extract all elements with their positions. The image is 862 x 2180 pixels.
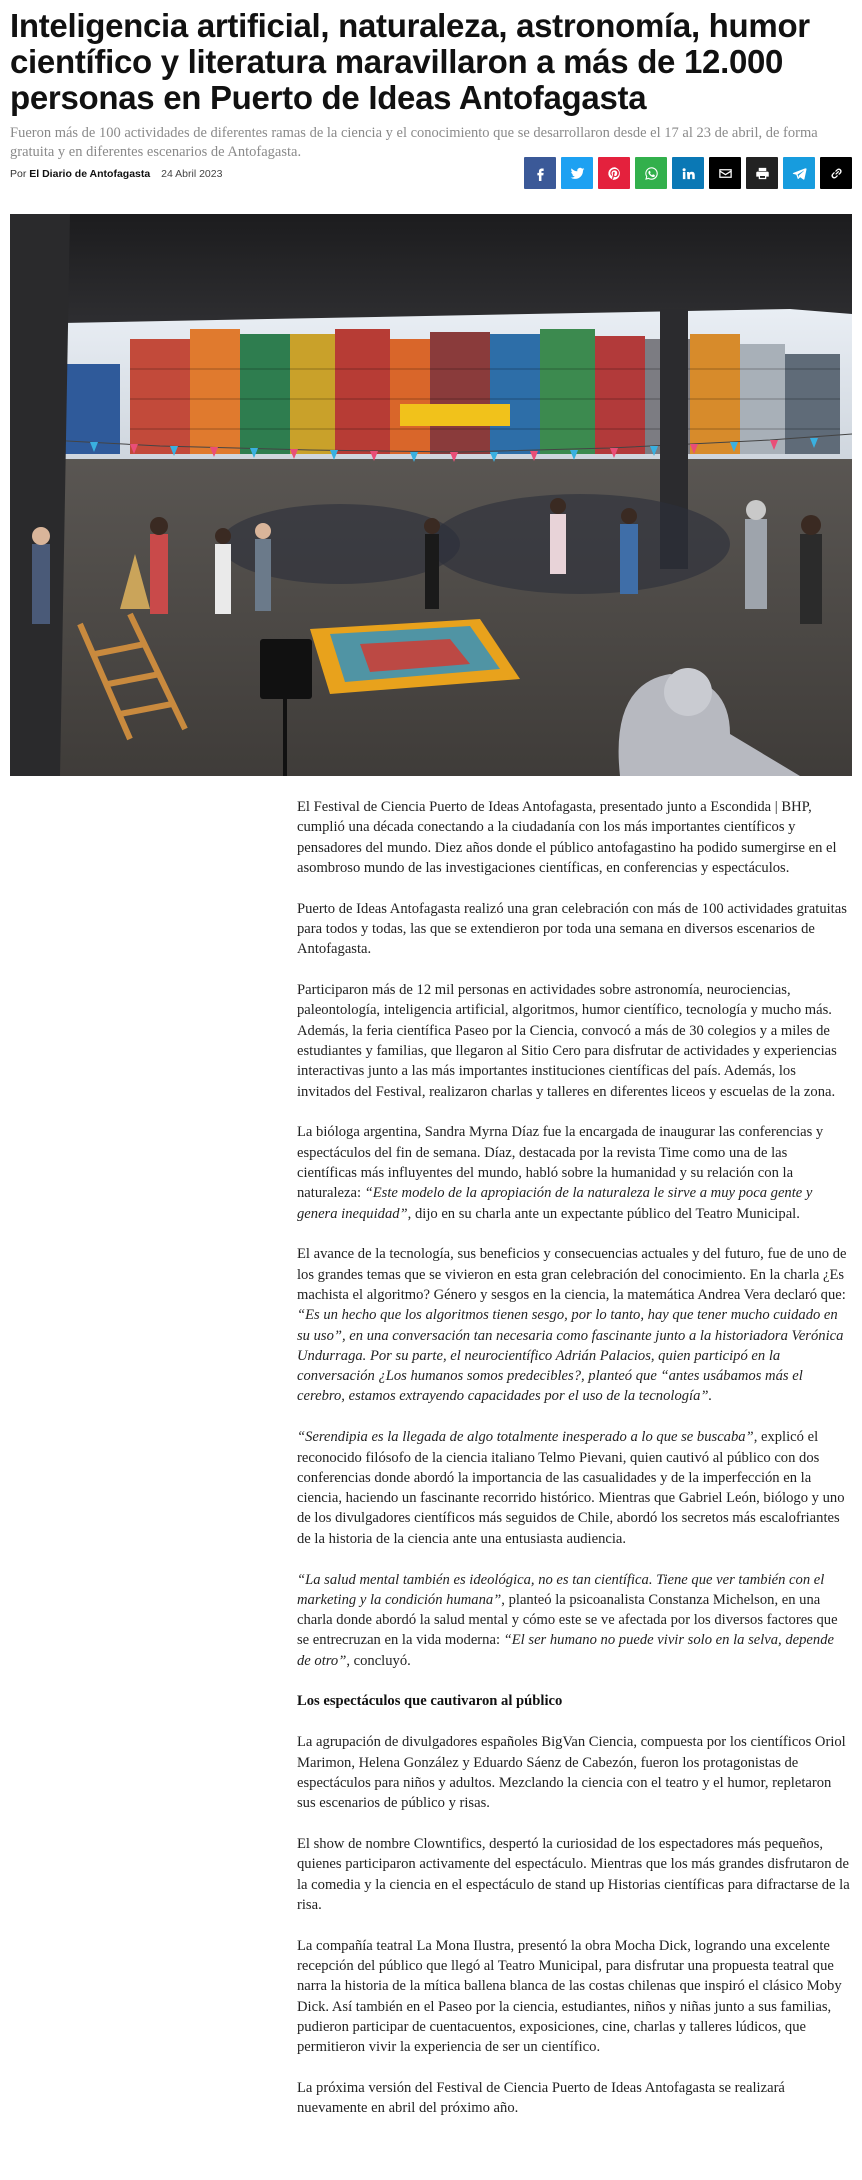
pinterest-icon xyxy=(607,166,622,181)
article-title: Inteligencia artificial, naturaleza, astronomía, humor científico y literatura maravillaron a más de 12.000 personas en Puerto de Ideas Antofagasta xyxy=(10,7,810,116)
paragraph-7-text-b: , planteó la psicoanalista Constanza Michelson, en una charla donde abordó la salud mental y cómo este se ve afectada por los diversos factores que se entrecruzan en la vida moderna: xyxy=(297,1591,838,1649)
publish-date: 24 Abril 2023 xyxy=(161,168,223,180)
paragraph-4-text-b: , dijo en su charla ante un expectante público del Teatro Municipal. xyxy=(407,1205,800,1222)
whatsapp-icon xyxy=(644,166,659,181)
paragraph-10: La compañía teatral La Mona Ilustra, presentó la obra Mocha Dick, logrando una excelente recepción del público que llegó al Teatro Municipal, para disfrutar una propuesta teatral que narra la historia de la mítica ballena blanca de las costas chilenas que inspiró el clásico Moby Dick. Así también en el Paseo por la ciencia, estudiantes, niños y niñas junto a sus familias, pudieron participar de cuentacuentos, exposiciones, cine, charlas y talleres lúdicos, que permitieron vivir la experiencia de ser un científico. xyxy=(297,1937,842,2056)
share-pinterest-button[interactable] xyxy=(598,157,630,189)
paragraph-1: El Festival de Ciencia Puerto de Ideas Antofagasta, presentado junto a Escondida | BHP, cumplió una década conectando a la ciudadanía con los más importantes científicos y pensadores del mundo. Diez años donde el público antofagastino ha podido sumergirse en el asombroso mundo de las investigaciones científicas, en conferencias y espectáculos. xyxy=(297,799,837,876)
paragraph-3: Participaron más de 12 mil personas en actividades sobre astronomía, neurociencias, paleontología, inteligencia artificial, algoritmos, humor científico, tecnología y mucho más. Además, la feria científica Paseo por la Ciencia, convocó a más de 30 colegios y a miles de estudiantes y familias, que llegaron al Sitio Cero para disfrutar de actividades y experiencias interactivas junto a las más importantes instituciones científicas del país. Además, los invitados del Festival, realizaron charlas y talleres en diferentes liceos y escuelas de la zona. xyxy=(297,982,837,1100)
share-twitter-button[interactable] xyxy=(561,157,593,189)
article-body xyxy=(297,797,850,2139)
article-header xyxy=(10,8,852,162)
paragraph-5-quote: “Es un hecho que los algoritmos tienen sesgo, por lo tanto, hay que tener mucho cuidado en su uso”, en una conversación tan necesaria como fascinante junto a la historiadora Verónica Undurraga. Por su parte, el neurocientífico Adrián Palacios, quien participó en la conversación ¿Los humanos somos predecibles?, planteó que “antes usábamos más el cerebro, estamos extrayendo capacidades por el uso de la tecnología”. xyxy=(297,1307,844,1405)
paragraph-7 xyxy=(297,1570,850,1671)
paragraph-4-quote: “Este modelo de la apropiación de la naturaleza le sirve a muy poca gente y genera inequidad” xyxy=(297,1185,813,1222)
share-linkedin-button[interactable] xyxy=(672,157,704,189)
link-icon xyxy=(829,166,844,181)
paragraph-2: Puerto de Ideas Antofagasta realizó una gran celebración con más de 100 actividades gratuitas para todos y todas, las que se extendieron por toda una semana en diversos escenarios de Antofagasta. xyxy=(297,900,847,958)
author-link[interactable]: El Diario de Antofagasta xyxy=(29,168,151,180)
byline xyxy=(10,168,222,180)
paragraph-9: El show de nombre Clowntifics, despertó la curiosidad de los espectadores más pequeños, quienes participaron activamente del espectáculo. Mientras que los más grandes disfrutaron de la comedia y la ciencia en el espectáculo de stand up Historias científicas para difractarse de la risa. xyxy=(297,1835,850,1913)
share-facebook-button[interactable] xyxy=(524,157,556,189)
festival-photo-illustration xyxy=(10,214,852,776)
paragraph-7-quote-2: “El ser humano no puede vivir solo en la selva, depende de otro” xyxy=(297,1632,834,1669)
paragraph-5-text-a: El avance de la tecnología, sus beneficios y consecuencias actuales y del futuro, fue de uno de los grandes temas que se vivieron en esta gran celebración del conocimiento. En la charla ¿Es machista el algoritmo? Género y sesgos en la ciencia, la matemática Andrea Vera declaró que: xyxy=(297,1246,847,1303)
linkedin-icon xyxy=(681,166,696,181)
share-telegram-button[interactable] xyxy=(783,157,815,189)
share-whatsapp-button[interactable] xyxy=(635,157,667,189)
hero-photo xyxy=(10,214,852,776)
copy-link-button[interactable] xyxy=(820,157,852,189)
article-meta xyxy=(10,157,852,191)
section-heading: Los espectáculos que cautivaron al público xyxy=(297,1693,563,1710)
share-email-button[interactable] xyxy=(709,157,741,189)
print-icon xyxy=(755,166,770,181)
email-icon xyxy=(718,166,733,181)
paragraph-5 xyxy=(297,1244,850,1406)
by-label: Por xyxy=(10,168,27,180)
paragraph-7-text-c: , concluyó. xyxy=(346,1652,411,1669)
paragraph-11: La próxima versión del Festival de Ciencia Puerto de Ideas Antofagasta se realizará nuevamente en abril del próximo año. xyxy=(297,2079,785,2117)
article-subtitle: Fueron más de 100 actividades de diferentes ramas de la ciencia y el conocimiento que se desarrollaron desde el 17 al 23 de abril, de forma gratuita y en diferentes escenarios de Antofagasta. xyxy=(10,125,818,160)
paragraph-7-quote: “La salud mental también es ideológica, no es tan científica. Tiene que ver también con el marketing y la condición humana” xyxy=(297,1571,825,1608)
telegram-icon xyxy=(792,166,807,181)
paragraph-6 xyxy=(297,1427,850,1549)
twitter-icon xyxy=(570,166,585,181)
paragraph-4-text-a: La bióloga argentina, Sandra Myrna Díaz fue la encargada de inaugurar las conferencias y espectáculos del fin de semana. Díaz, destacada por la revista Time como una de las científicas más influyentes del mundo, habló sobre la humanidad y su relación con la naturaleza: xyxy=(297,1124,824,1202)
paragraph-6-quote: “Serendipia es la llegada de algo totalmente inesperado a lo que se buscaba” xyxy=(297,1429,754,1446)
paragraph-4 xyxy=(297,1122,850,1223)
facebook-icon xyxy=(533,166,548,181)
share-buttons xyxy=(524,157,852,189)
paragraph-8: La agrupación de divulgadores españoles BigVan Ciencia, compuesta por los científicos Oriol Marimon, Helena González y Eduardo Sáenz de Cabezón, fueron los protagonistas de espectáculos para niños y adultos. Mezclando la ciencia con el teatro y el humor, repletaron sus escenarios de público y risas. xyxy=(297,1734,846,1812)
paragraph-6-text-b: , explicó el reconocido filósofo de la ciencia italiano Telmo Pievani, quien cautivó al público con dos conferencias donde abordó la importancia de las casualidades y de la imperfección en la ciencia, haciendo un fascinante recorrido histórico. Mientras que Gabriel León, biólogo y uno de los divulgadores científicos más seguidos de Chile, abordó los secretos más escalofriantes de la historia de la ciencia ante una entusiasta audiencia. xyxy=(297,1429,845,1547)
share-print-button[interactable] xyxy=(746,157,778,189)
